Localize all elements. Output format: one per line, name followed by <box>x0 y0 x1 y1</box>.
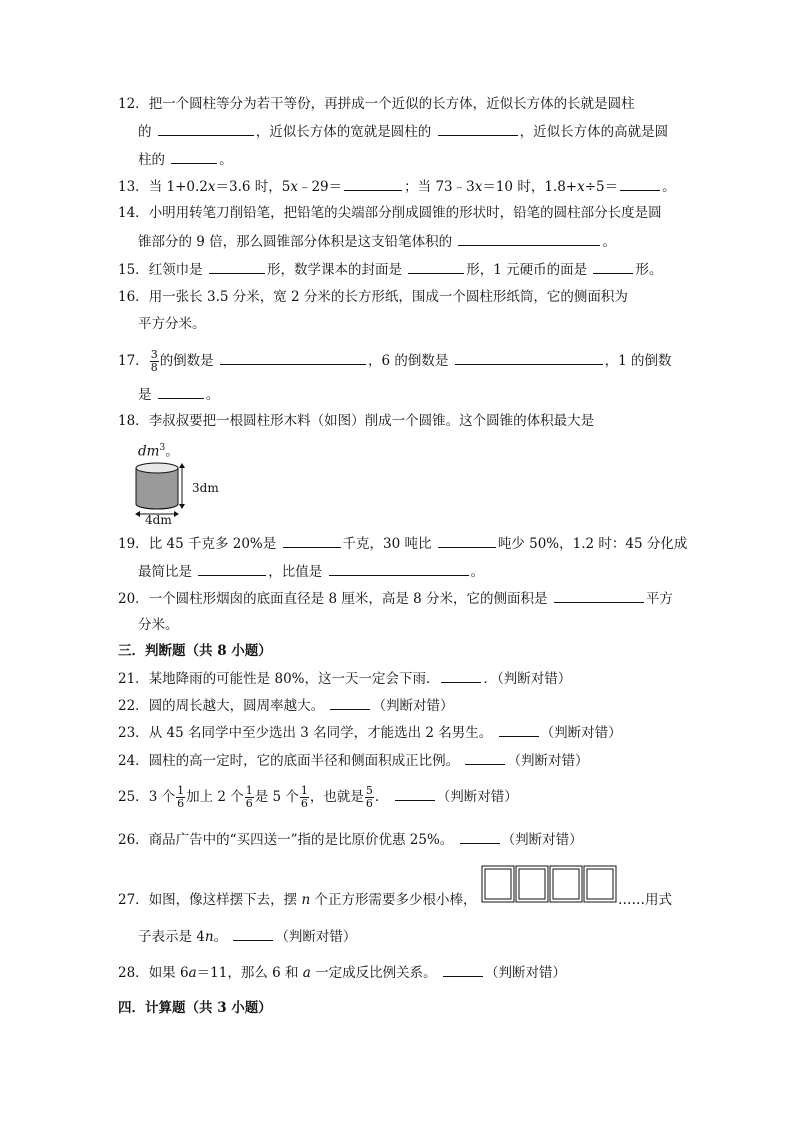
answer-blank[interactable] <box>620 176 660 191</box>
answer-blank[interactable] <box>455 350 603 365</box>
question-17-line-2: 是 。 <box>138 384 219 405</box>
answer-blank[interactable] <box>395 786 435 801</box>
question-17-line-1: 17． $\frac{3}{8}$ 的倒数是 ，6 的倒数是 ，1 的倒数 <box>118 348 672 374</box>
question-28: 28．如果 6a＝11，那么 6 和 a 一定成反比例关系。 （判断对错） <box>118 962 566 983</box>
question-27-line-1: 27．如图，像这样摆下去，摆 n 个正方形需要多少根小棒， <box>118 892 477 908</box>
answer-blank[interactable] <box>209 259 265 274</box>
fraction-3-8: $\frac{3}{8}$ <box>150 348 158 374</box>
question-26: 26．商品广告中的“买四送一”指的是比原价优惠 25%。 （判断对错） <box>118 829 583 850</box>
question-12-line-3: 柱的 。 <box>138 149 233 170</box>
fraction: $\frac{5}{6}$ <box>365 784 373 810</box>
question-18-line-2: $dm^3$。 <box>138 443 179 460</box>
question-13: 13．当 1+0.2x＝3.6 时，5x﹣29＝ ；当 73﹣3x＝10 时，1.8+x÷5＝ 。 <box>118 176 676 197</box>
height-label: 3dm <box>192 481 219 495</box>
answer-blank[interactable] <box>233 926 273 941</box>
question-16-line-2: 平方分米。 <box>138 316 206 332</box>
answer-blank[interactable] <box>458 231 600 246</box>
answer-blank[interactable] <box>499 722 539 737</box>
answer-blank[interactable] <box>438 121 518 136</box>
question-25: 25．3 个 $\frac{1}{6}$ 加上 2 个 $\frac{1}{6}$ 是 5 个 $\frac{1}{6}$ ，也就是 $\frac{5}{6}$ ． （判断对错） <box>118 784 518 810</box>
question-12-line-1: 12．把一个圆柱等分为若干等份，再拼成一个近似的长方体，近似长方体的长就是圆柱 <box>118 96 635 112</box>
answer-blank[interactable] <box>408 259 464 274</box>
question-18-line-1: 18．李叔叔要把一根圆柱形木料（如图）削成一个圆锥。这个圆锥的体积最大是 <box>118 413 595 429</box>
answer-blank[interactable] <box>443 962 483 977</box>
question-12-line-2: 的 ，近似长方体的宽就是圆柱的 ，近似长方体的高就是圆 <box>138 121 668 142</box>
question-22: 22．圆的周长越大，圆周率越大。 （判断对错） <box>118 695 453 716</box>
answer-blank[interactable] <box>441 668 481 683</box>
question-15: 15．红领巾是 形，数学课本的封面是 形，1 元硬币的面是 形。 <box>118 259 662 280</box>
answer-blank[interactable] <box>283 533 341 548</box>
answer-blank[interactable] <box>329 561 469 576</box>
diameter-label: 4dm <box>145 513 172 527</box>
answer-blank[interactable] <box>158 121 254 136</box>
fraction: $\frac{1}{6}$ <box>245 784 253 810</box>
section-3-heading: 三．判断题（共 8 小题） <box>118 643 272 659</box>
answer-blank[interactable] <box>344 176 402 191</box>
matchstick-squares-figure <box>480 864 618 906</box>
answer-blank[interactable] <box>554 588 644 603</box>
answer-blank[interactable] <box>220 350 366 365</box>
question-27-line-2: 子表示是 4n。 （判断对错） <box>138 926 356 947</box>
question-27-trailing: ……用式 <box>618 892 672 908</box>
answer-blank[interactable] <box>330 695 370 710</box>
answer-blank[interactable] <box>460 829 500 844</box>
answer-blank[interactable] <box>198 561 266 576</box>
cylinder-top <box>136 463 178 473</box>
answer-blank[interactable] <box>438 533 496 548</box>
question-20-line-2: 分米。 <box>138 617 179 633</box>
fraction: $\frac{1}{6}$ <box>177 784 185 810</box>
question-24: 24．圆柱的高一定时，它的底面半径和侧面积成正比例。 （判断对错） <box>118 750 588 771</box>
fraction: $\frac{1}{6}$ <box>300 784 308 810</box>
question-23: 23．从 45 名同学中至少选出 3 名同学，才能选出 2 名男生。 （判断对错） <box>118 722 622 743</box>
question-19-line-2: 最简比是 ，比值是 。 <box>138 561 484 582</box>
question-21: 21．某地降雨的可能性是 80%，这一天一定会下雨． ．（判断对错） <box>118 668 571 689</box>
question-14-line-1: 14．小明用转笔刀削铅笔，把铅笔的尖端部分削成圆锥的形状时，铅笔的圆柱部分长度是圆 <box>118 205 662 221</box>
question-14-line-2: 锥部分的 9 倍，那么圆锥部分体积是这支铅笔体积的 。 <box>138 231 616 252</box>
answer-blank[interactable] <box>593 259 633 274</box>
answer-blank[interactable] <box>171 149 217 164</box>
question-16-line-1: 16．用一张长 3.5 分米，宽 2 分米的长方形纸，围成一个圆柱形纸筒，它的侧面积为 <box>118 289 628 305</box>
answer-blank[interactable] <box>158 384 204 399</box>
question-19-line-1: 19．比 45 千克多 20%是 千克，30 吨比 吨少 50%，1.2 时：45 分化成 <box>118 533 687 554</box>
section-4-heading: 四．计算题（共 3 小题） <box>118 1000 272 1016</box>
question-20-line-1: 20．一个圆柱形烟囱的底面直径是 8 厘米，高是 8 分米，它的侧面积是 平方 <box>118 588 673 609</box>
answer-blank[interactable] <box>465 750 505 765</box>
